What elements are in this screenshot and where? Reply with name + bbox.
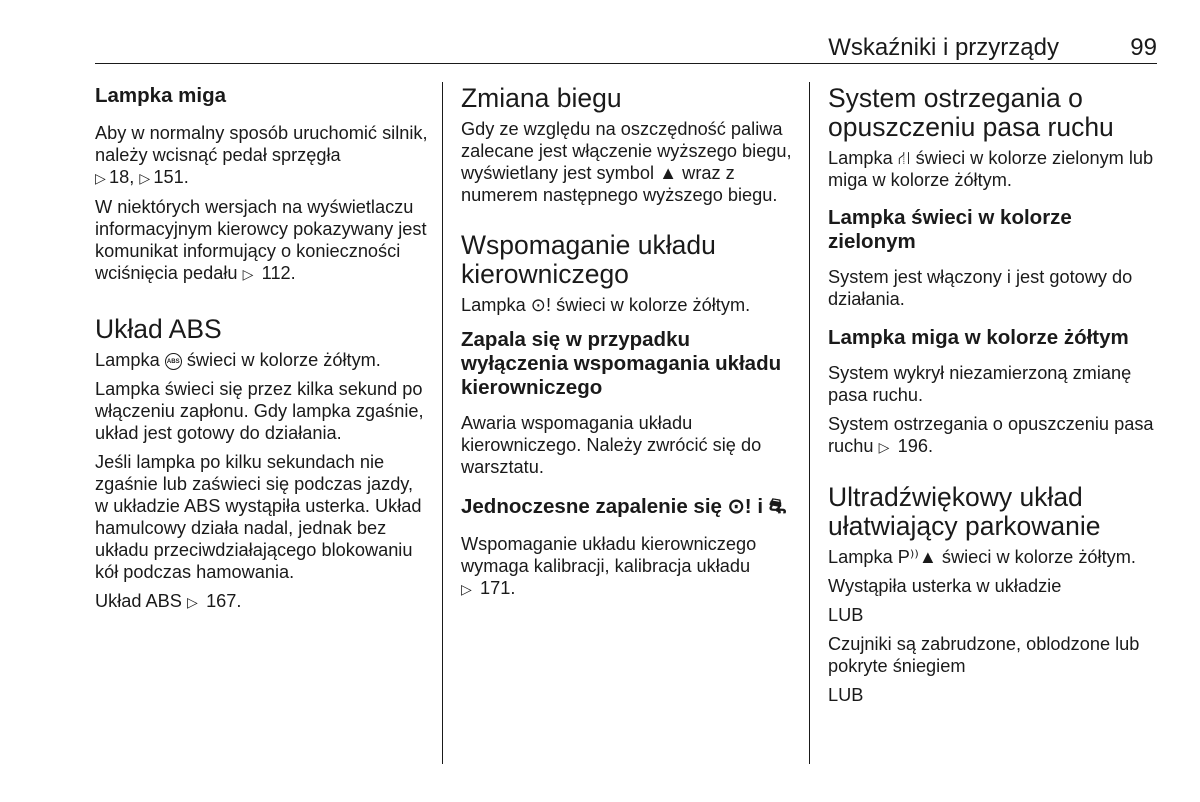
paragraph [95,349,431,371]
page-header [95,32,1157,64]
xref-arrow-icon: ▷ [461,581,472,597]
paragraph [95,590,431,613]
page-number: 99 [1130,34,1157,61]
paragraph [828,413,1164,458]
page-ref[interactable]: 196. [892,436,934,456]
paragraph-text: świeci w kolorze żółtym. [551,295,751,315]
paragraph [461,118,797,206]
paragraph-text: świeci w kolorze zielonym lub miga w kolorze żółtym. [828,148,1154,190]
page-ref[interactable]: 18, [109,167,135,187]
paragraph-text: Aby w normalny sposób uruchomić silnik, należy wcisnąć pedał sprzęgła [95,123,428,165]
paragraph-text: Lampka [828,148,898,168]
column-divider [809,82,810,764]
paragraph: Lampka świeci się przez kilka sekund po włączeniu zapłonu. Gdy lampka zgaśnie, układ jest gotowy do działania. [95,379,424,443]
paragraph: Czujniki są zabrudzone, oblodzone lub pokryte śniegiem [828,634,1140,676]
column-3 [828,70,1164,713]
paragraph-text: świeci w kolorze żółtym. [936,547,1136,567]
heading-miga-zoltym: Lampka miga w kolorze żółtym [828,326,1129,349]
page-ref[interactable]: 167. [201,591,242,611]
paragraph: Jeśli lampka po kilku sekundach nie zgaśnie lub zaświeci się podczas jazdy, w układzie ABS wystąpiła usterka. Układ hamulcowy działa nadal, jednak bez układu przeciwdziałającego blokowaniu kół podczas hamowania. [95,452,422,582]
car-alert-icon: ⛐ [768,495,787,518]
paragraph: LUB [828,605,864,625]
column-divider [442,82,443,764]
paragraph-text: W niektórych wersjach na wyświetlaczu informacyjnym kierowcy pokazywany jest komunikat informujący o konieczności wciśnięcia pedału [95,197,427,283]
xref-arrow-icon: ▷ [95,170,106,186]
parking-assist-icon: P⁾⁾▲ [897,547,937,567]
heading-ultradzwiekowy: Ultradźwiękowy układ ułatwiający parkowanie [828,482,1101,541]
heading-zapala-sie: Zapala się w przypadku wyłączenia wspomagania układu kierowniczego [461,328,782,399]
column-2 [461,70,797,607]
heading-text: Jednoczesne zapalenie się [461,495,728,518]
steering-warning-icon: ⊙! [727,495,752,518]
paragraph-text: Gdy ze względu na oszczędność paliwa zalecane jest włączenie wyższego biegu, wyświetlany jest symbol [461,119,792,183]
heading-zmiana-biegu: Zmiana biegu [461,83,622,113]
paragraph [95,122,431,189]
xref-arrow-icon: ▷ [878,439,890,455]
paragraph-text: System ostrzegania o opuszczeniu pasa ruchu [828,414,1154,456]
lane-departure-icon: ⛙ [897,148,911,168]
paragraph [95,196,431,285]
steering-warning-icon: ⊙! [530,295,552,315]
paragraph [461,533,797,600]
paragraph: System jest włączony i jest gotowy do działania. [828,267,1133,309]
upshift-arrow-icon: ▲ [659,163,678,183]
paragraph: Wystąpiła usterka w układzie [828,576,1062,596]
paragraph-text: Układ ABS [95,591,182,611]
abs-warning-icon: ABS [165,353,182,370]
paragraph [461,294,797,316]
paragraph: Awaria wspomagania układu kierowniczego. Należy zwrócić się do warsztatu. [461,413,762,477]
paragraph-text: świeci w kolorze żółtym. [181,350,381,370]
heading-lampka-miga: Lampka miga [95,84,227,107]
paragraph [828,147,1164,191]
heading-uklad-abs: Układ ABS [95,314,222,344]
paragraph: LUB [828,685,864,705]
heading-text: i [751,495,769,518]
paragraph-text: Lampka [95,350,165,370]
paragraph-text: Wspomaganie układu kierowniczego wymaga kalibracji, kalibracja układu [461,534,757,576]
page-ref[interactable]: 112. [256,263,296,283]
heading-swieci-zielonym: Lampka świeci w kolorze zielonym [828,206,1072,253]
paragraph-text: Lampka [828,547,898,567]
header-title: Wskaźniki i przyrządy [828,34,1059,61]
page-ref[interactable]: 151. [153,167,189,187]
heading-wspomaganie: Wspomaganie układu kierowniczego [461,230,716,289]
paragraph: System wykrył niezamierzoną zmianę pasa ruchu. [828,363,1132,405]
heading-system-ostrzegania: System ostrzegania o opuszczeniu pasa ruchu [828,83,1114,142]
xref-arrow-icon: ▷ [187,594,198,610]
paragraph [828,546,1164,568]
paragraph-text: Lampka [461,295,531,315]
paragraph-text: wraz z numerem następnego wyższego biegu. [461,163,778,205]
page-ref[interactable]: 171. [475,578,516,598]
xref-arrow-icon: ▷ [242,266,254,282]
xref-arrow-icon: ▷ [139,170,151,186]
heading-jednoczesne [461,495,797,519]
column-1 [95,70,431,620]
